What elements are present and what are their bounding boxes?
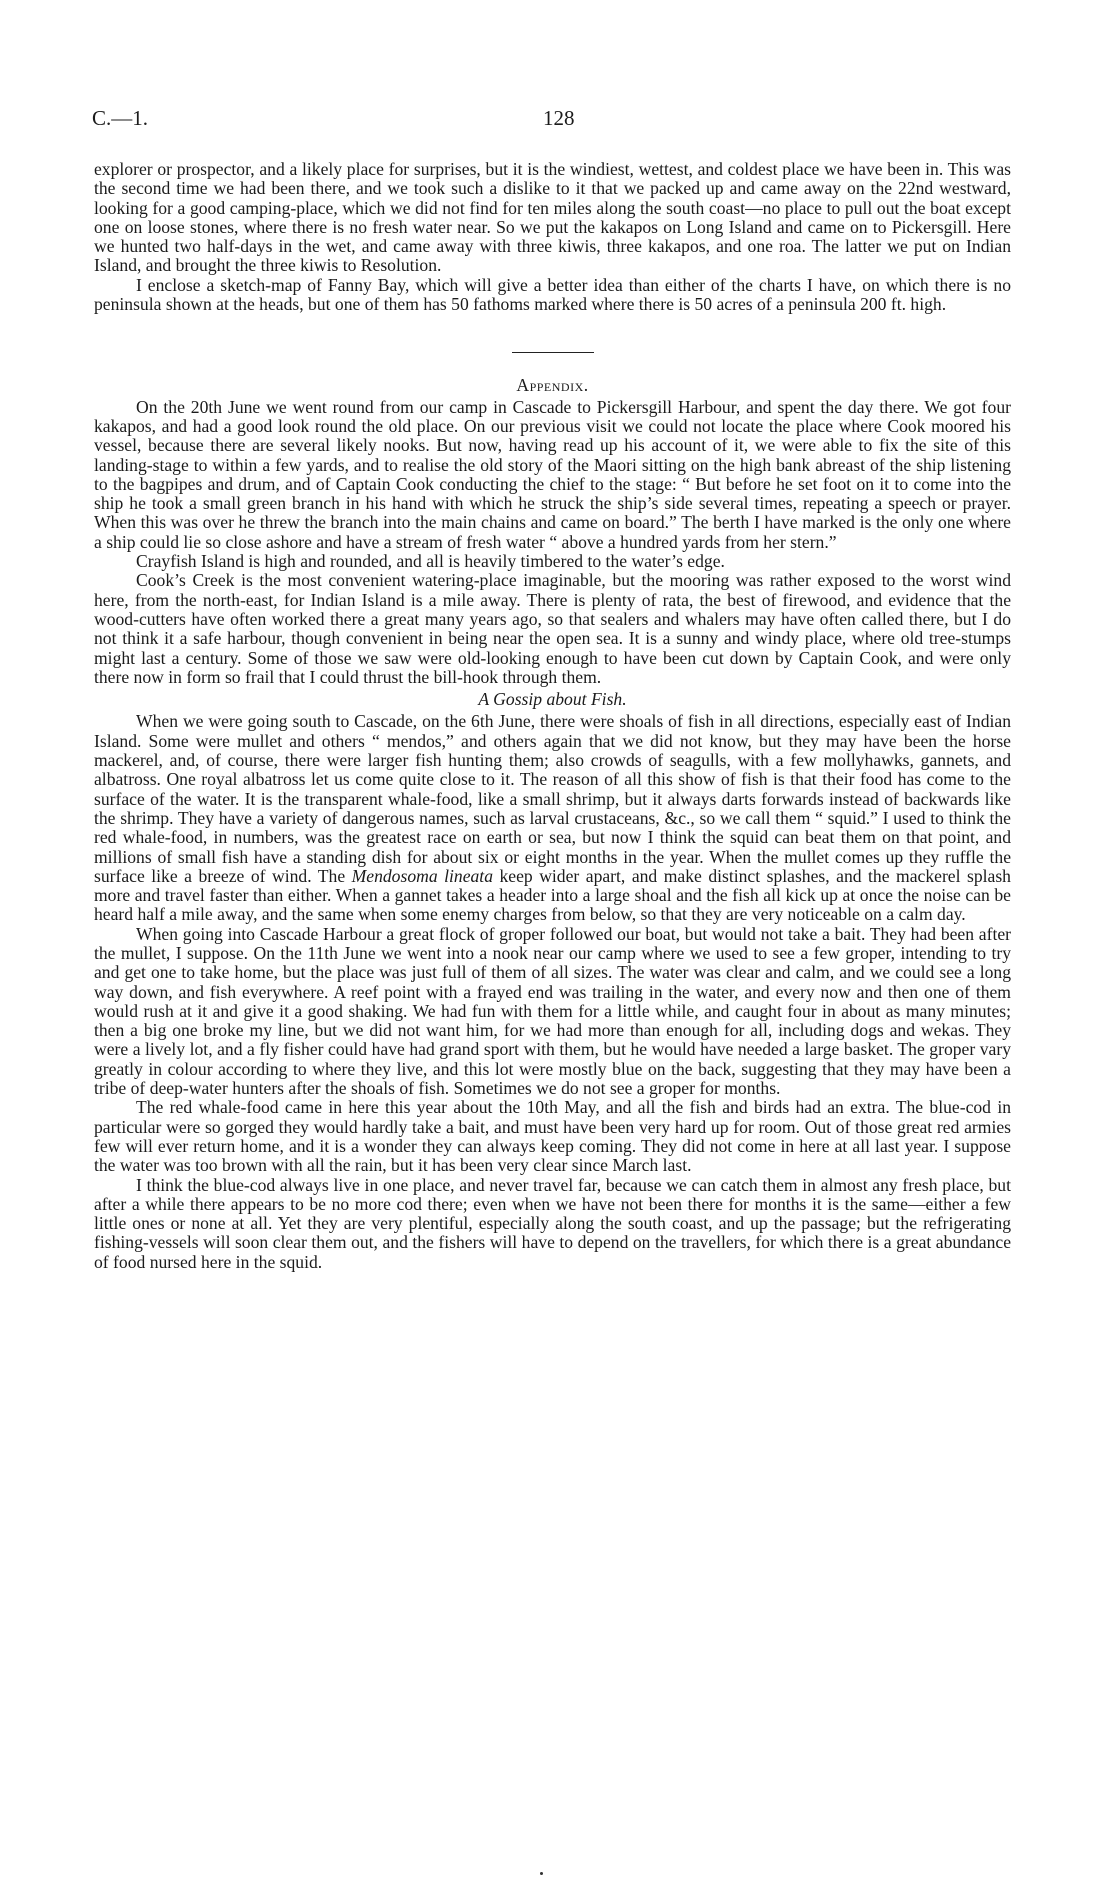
appendix-paragraph-1: On the 20th June we went round from our camp in Cascade to Pickersgill Harbour, and spent the day there. We got four kakapos, and had a good look round the old place. On our previous visit we could not locate the place where Cook moored his vessel, because there are several likely nooks. But now, having read up his account of it, we were able to fix the site of this landing-stage to within a few yards, and to realise the old story of the Maori sitting on the high bank abreast of the ship listening to the bagpipes and drum, and of Captain Cook conducting the chief to the stage: “ But before he set foot on it to come into the ship he took a small green branch in his hand with which he struck the ship’s side several times, repeating a speech or prayer. When this was over he threw the branch into the main chains and came on board.” The berth I have marked is the only one where a ship could lie so close ashore and have a stream of fresh water “ above a hundred yards from her stern.” [94,396,1011,552]
body-text [94,160,1011,1272]
document-code: C.—1. [92,106,149,130]
species-name: Mendosoma lineata [351,865,493,886]
gossip-paragraph-1-part-b: keep wider apart, and make distinct splashes, and the mackerel splash more and travel faster than either. When a gannet takes a header into a large shoal and the fish all kick up at once the noise can be heard half a mile away, and the same when some enemy charges from below, so that they are very noticeable on a calm day. [94,865,1011,925]
gossip-paragraph-1-part-a: When we were going south to Cascade, on the 6th June, there were shoals of fish in all directions, especially east of Indian Island. Some were mullet and others “ mendos,” and others again that we did not know, but they may have been the horse mackerel, and, of course, there were larger fish hunting them; also crowds of seagulls, with a few mollyhawks, gannets, and albatross. One royal albatross let us come quite close to it. The reason of all this show of fish is that their food has come to the surface of the water. It is the transparent whale-food, like a small shrimp, but it always darts forwards instead of backwards like the shrimp. They have a variety of dangerous names, such as larval crustaceans, &c., so we call them “ squid.” I used to think the red whale-food, in numbers, was the greatest race on earth or sea, but now I think the squid can beat them on that point, and millions of small fish have a standing dish for about six or eight months in the year. When the mullet comes up they ruffle the surface like a breeze of wind. The [94,711,1011,886]
footer-mark [540,1872,543,1875]
appendix-paragraph-2: Crayfish Island is high and rounded, and all is heavily timbered to the water’s edge. [136,551,725,572]
gossip-paragraph-1 [94,712,1011,924]
page-header [92,106,1022,136]
appendix-heading: Appendix. [516,375,589,396]
appendix-paragraph-3: Cook’s Creek is the most convenient watering-place imaginable, but the mooring was rather exposed to the worst wind here, from the north-east, for Indian Island is a mile away. There is plenty of rata, the best of firewood, and evidence that the wood-cutters have often worked there a great many years ago, so that sealers and whalers may have often called there, but I do not think it a safe harbour, though convenient in being near the open sea. It is a sunny and windy place, where old tree-stumps might last a century. Some of those we saw were old-looking enough to have been cut down by Captain Cook, and were only there now in form so frail that I could thrust the bill-hook through them. [94,570,1011,687]
section-divider [512,352,594,353]
page-number: 128 [543,106,575,130]
intro-paragraph-2: I enclose a sketch-map of Fanny Bay, which will give a better idea than either of the charts I have, on which there is no peninsula shown at the heads, but one of them has 50 fathoms marked where there is 50 acres of a peninsula 200 ft. high. [94,274,1011,315]
gossip-heading: A Gossip about Fish. [478,689,627,710]
gossip-paragraph-3: The red whale-food came in here this year about the 10th May, and all the fish and birds had an extra. The blue-cod in particular were so gorged they would hardly take a bait, and must have been very hard up for room. Out of those great red armies few will ever return home, and it is a wonder they can always keep coming. They did not come in here at all last year. I suppose the water was too brown with all the rain, but it has been very clear since March last. [94,1097,1011,1176]
gossip-paragraph-4: I think the blue-cod always live in one place, and never travel far, because we can catch them in almost any fresh place, but after a while there appears to be no more cod there; even when we have not been there for months it is the same—either a few little ones or none at all. Yet they are very plentiful, especially along the south coast, and up the passage; but the refrigerating fishing-vessels will soon clear them out, and the fishers will have to depend on the travellers, for which there is a great abundance of food nursed here in the squid. [94,1174,1011,1272]
intro-paragraph-1: explorer or prospector, and a likely place for surprises, but it is the windiest, wettest, and coldest place we have been in. This was the second time we had been there, and we took such a dislike to it that we packed up and came away on the 22nd westward, looking for a good camping-place, which we did not find for ten miles along the south coast—no place to pull out the boat except one on loose stones, where there is no fresh water near. So we put the kakapos on Long Island and came on to Pickersgill. Here we hunted two half-days in the wet, and came away with three kiwis, three kakapos, and one roa. The latter we put on Indian Island, and brought the three kiwis to Resolution. [94,159,1011,276]
gossip-paragraph-2: When going into Cascade Harbour a great flock of groper followed our boat, but would not take a bait. They had been after the mullet, I suppose. On the 11th June we went into a nook near our camp where we used to see a few groper, intending to try and get one to take home, but the place was just full of them of all sizes. The water was clear and calm, and we could see a long way down, and fish everywhere. A reef point with a frayed end was trailing in the water, and every now and then one of them would rush at it and give it a good shaking. We had fun with them for a little while, and caught four in about as many minutes; then a big one broke my line, but we did not want him, for we had more than enough for all, including dogs and wekas. They were a lively lot, and a fly fisher could have had grand sport with them, but he would have needed a large basket. The groper vary greatly in colour according to where they live, and this lot were mostly blue on the back, suggesting that they may have been a tribe of deep-water hunters after the shoals of fish. Sometimes we do not see a groper for months. [94,923,1011,1099]
